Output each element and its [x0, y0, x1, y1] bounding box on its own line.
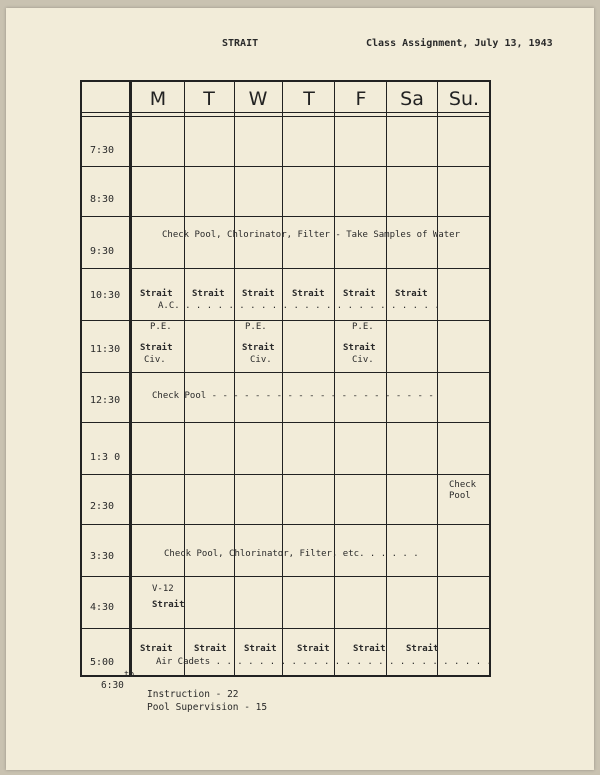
grid-line [82, 524, 489, 525]
day-header-sat: Sa [400, 88, 424, 110]
time-label: 9:30 [90, 246, 115, 257]
entry-check-pool: Check Pool - - - - - - - - - - - - - - - - - - - - - [152, 391, 434, 401]
time-label: 8:30 [90, 194, 115, 205]
day-header-thu: T [303, 88, 315, 110]
grid-line [82, 268, 489, 269]
entry-strait: Strait [152, 600, 185, 610]
grid-line [82, 166, 489, 167]
grid-line [82, 474, 489, 475]
pool-supervision-total: Pool Supervision - 15 [147, 702, 268, 713]
grid-line [234, 82, 235, 675]
time-label: 12:30 [90, 395, 121, 406]
time-label: 11:30 [90, 344, 121, 355]
entry-strait: Strait [140, 644, 173, 654]
entry-strait: Strait [353, 644, 386, 654]
grid-line [82, 576, 489, 577]
entry-check-pool-samples: Check Pool, Chlorinator, Filter - Take Samples of Water [162, 230, 461, 240]
entry-strait: Strait [244, 644, 277, 654]
grid-line [82, 372, 489, 373]
entry-civ: Civ. [144, 355, 166, 365]
time-label: 10:30 [90, 290, 121, 301]
entry-pe: P.E. [352, 322, 374, 332]
entry-ac: A.C. . . . . . . . . . . . . . . . . . . . . . . . . [158, 301, 440, 311]
entry-pe: P.E. [150, 322, 172, 332]
day-header-wed: W [248, 88, 268, 110]
grid-line [334, 82, 335, 675]
grid-line [82, 216, 489, 217]
time-label: 2:30 [90, 501, 115, 512]
time-label: 3:30 [90, 551, 115, 562]
entry-check-pool-filter: Check Pool, Chlorinator, Filter, etc. . . . . . [164, 549, 419, 559]
entry-strait: Strait [194, 644, 227, 654]
entry-check: Check [449, 480, 477, 490]
time-label: 4:30 [90, 602, 115, 613]
entry-strait: Strait [297, 644, 330, 654]
day-header-sun: Su. [448, 88, 480, 110]
grid-line [184, 82, 185, 675]
entry-strait: Strait [242, 289, 275, 299]
grid-line [82, 116, 489, 117]
entry-pe: P.E. [245, 322, 267, 332]
entry-pool: Pool [449, 491, 471, 501]
entry-strait: Strait [406, 644, 439, 654]
entry-strait: Strait [343, 343, 376, 353]
grid-line [82, 628, 489, 629]
time-label: 5:00 [90, 657, 115, 668]
grid-line [82, 112, 489, 113]
day-header-mon: M [149, 88, 167, 110]
grid-line [82, 320, 489, 321]
grid-line [82, 422, 489, 423]
entry-strait: Strait [292, 289, 325, 299]
grid-line [437, 82, 438, 675]
entry-strait: Strait [343, 289, 376, 299]
end-time: 6:30 [101, 680, 124, 691]
day-header-tue: T [203, 88, 215, 110]
entry-air-cadets: Air Cadets . . . . . . . . . . . . . . . . . . . . . . . . . . [156, 657, 492, 667]
to-label: to [124, 670, 135, 680]
grid-line [282, 82, 283, 675]
entry-strait: Strait [140, 343, 173, 353]
entry-strait: Strait [192, 289, 225, 299]
time-label: 1:3 0 [90, 452, 121, 463]
day-header-fri: F [355, 88, 367, 110]
assignment-date: Class Assignment, July 13, 1943 [366, 38, 553, 49]
entry-civ: Civ. [250, 355, 272, 365]
schedule-grid [80, 80, 491, 677]
time-label: 7:30 [90, 145, 115, 156]
entry-strait: Strait [242, 343, 275, 353]
entry-v12: V-12 [152, 584, 174, 594]
entry-strait: Strait [395, 289, 428, 299]
entry-strait: Strait [140, 289, 173, 299]
grid-line [129, 82, 132, 675]
grid-line [386, 82, 387, 675]
name-heading: STRAIT [222, 38, 259, 49]
entry-civ: Civ. [352, 355, 374, 365]
instruction-total: Instruction - 22 [147, 689, 239, 700]
